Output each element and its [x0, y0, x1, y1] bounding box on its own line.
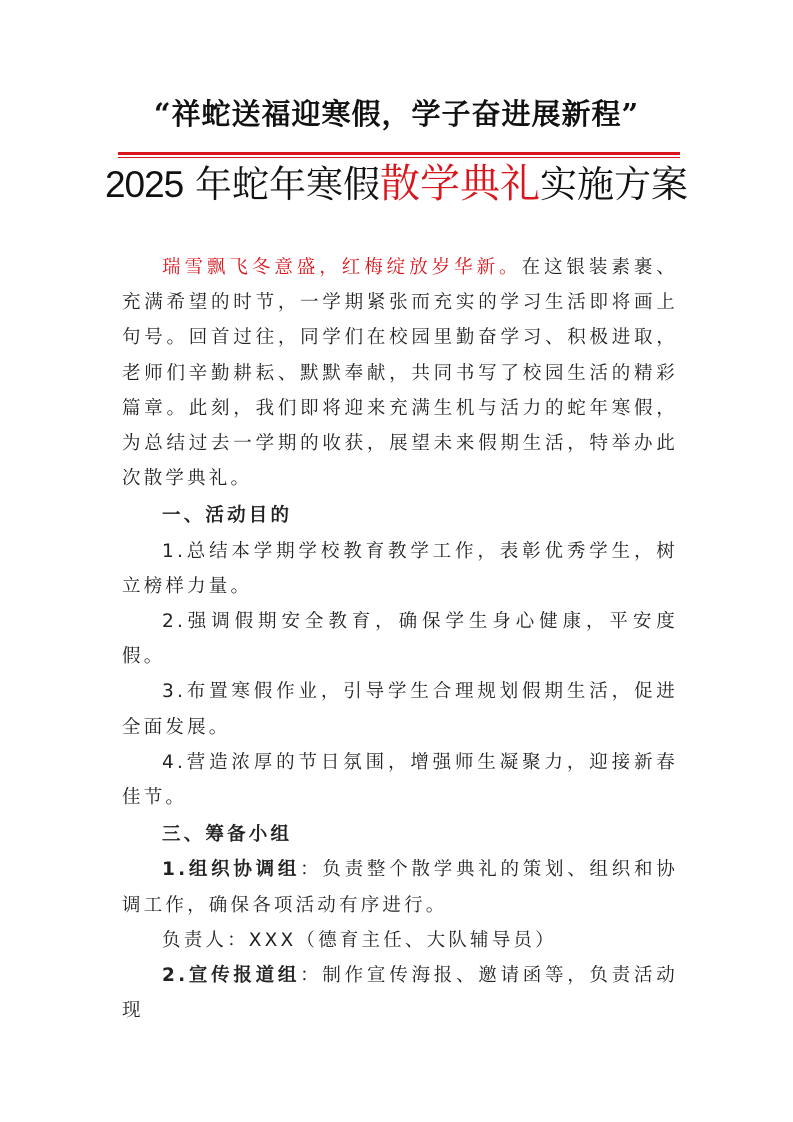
- team-group-1-leader: 负责人：XXX（德育主任、大队辅导员）: [162, 929, 557, 951]
- title-part1: 年蛇年寒假: [195, 163, 381, 206]
- team-group-2-desc: ：制作宣传海报、邀请函等，负责活动现: [122, 965, 678, 1022]
- red-header-rule-thick: [118, 152, 680, 155]
- team-group-1: [122, 852, 678, 922]
- purpose-item-2: 2.强调假期安全教育，确保学生身心健康，平安度假。: [122, 611, 678, 668]
- section-heading-team: 三、筹备小组: [162, 824, 293, 846]
- team-group-1-label: 1.组织协调组: [162, 859, 301, 881]
- purpose-item-3: 3.布置寒假作业，引导学生合理规划假期生活，促进全面发展。: [122, 681, 678, 738]
- team-group-1-desc: ：负责整个散学典礼的策划、组织和协调工作，确保各项活动有序进行。: [122, 859, 678, 916]
- red-header-rule-thin: [118, 157, 680, 158]
- team-group-2: [122, 958, 678, 1028]
- section-heading-purpose: 一、活动目的: [162, 505, 293, 527]
- intro-paragraph: [122, 250, 678, 496]
- team-group-2-label: 2.宣传报道组: [162, 965, 301, 987]
- title-part2: 实施方案: [540, 163, 689, 206]
- purpose-item-1: 1.总结本学期学校教育教学工作，表彰优秀学生，树立榜样力量。: [122, 540, 678, 597]
- purpose-item-4: 4.营造浓厚的节日氛围，增强师生凝聚力，迎接新春佳节。: [122, 751, 678, 809]
- title-year: 2025: [104, 164, 184, 205]
- document-title: [0, 152, 793, 209]
- intro-red-lead: 瑞雪飘飞冬意盛，红梅绽放岁华新。: [162, 257, 522, 278]
- document-body: [122, 250, 678, 1028]
- title-highlight: 散学典礼: [380, 161, 541, 207]
- document-subtitle: “祥蛇送福迎寒假，学子奋进展新程”: [153, 97, 640, 131]
- intro-text: 在这银装素裹、充满希望的时节，一学期紧张而充实的学习生活即将画上句号。回首过往，同学们在校园里勤奋学习、积极进取，老师们辛勤耕耘、默默奉献，共同书写了校园生活的精彩篇章。此刻，我们即将迎来充满生机与活力的蛇年寒假，为总结过去一学期的收获，展望未来假期生活，特举办此次散学典礼。: [122, 257, 679, 490]
